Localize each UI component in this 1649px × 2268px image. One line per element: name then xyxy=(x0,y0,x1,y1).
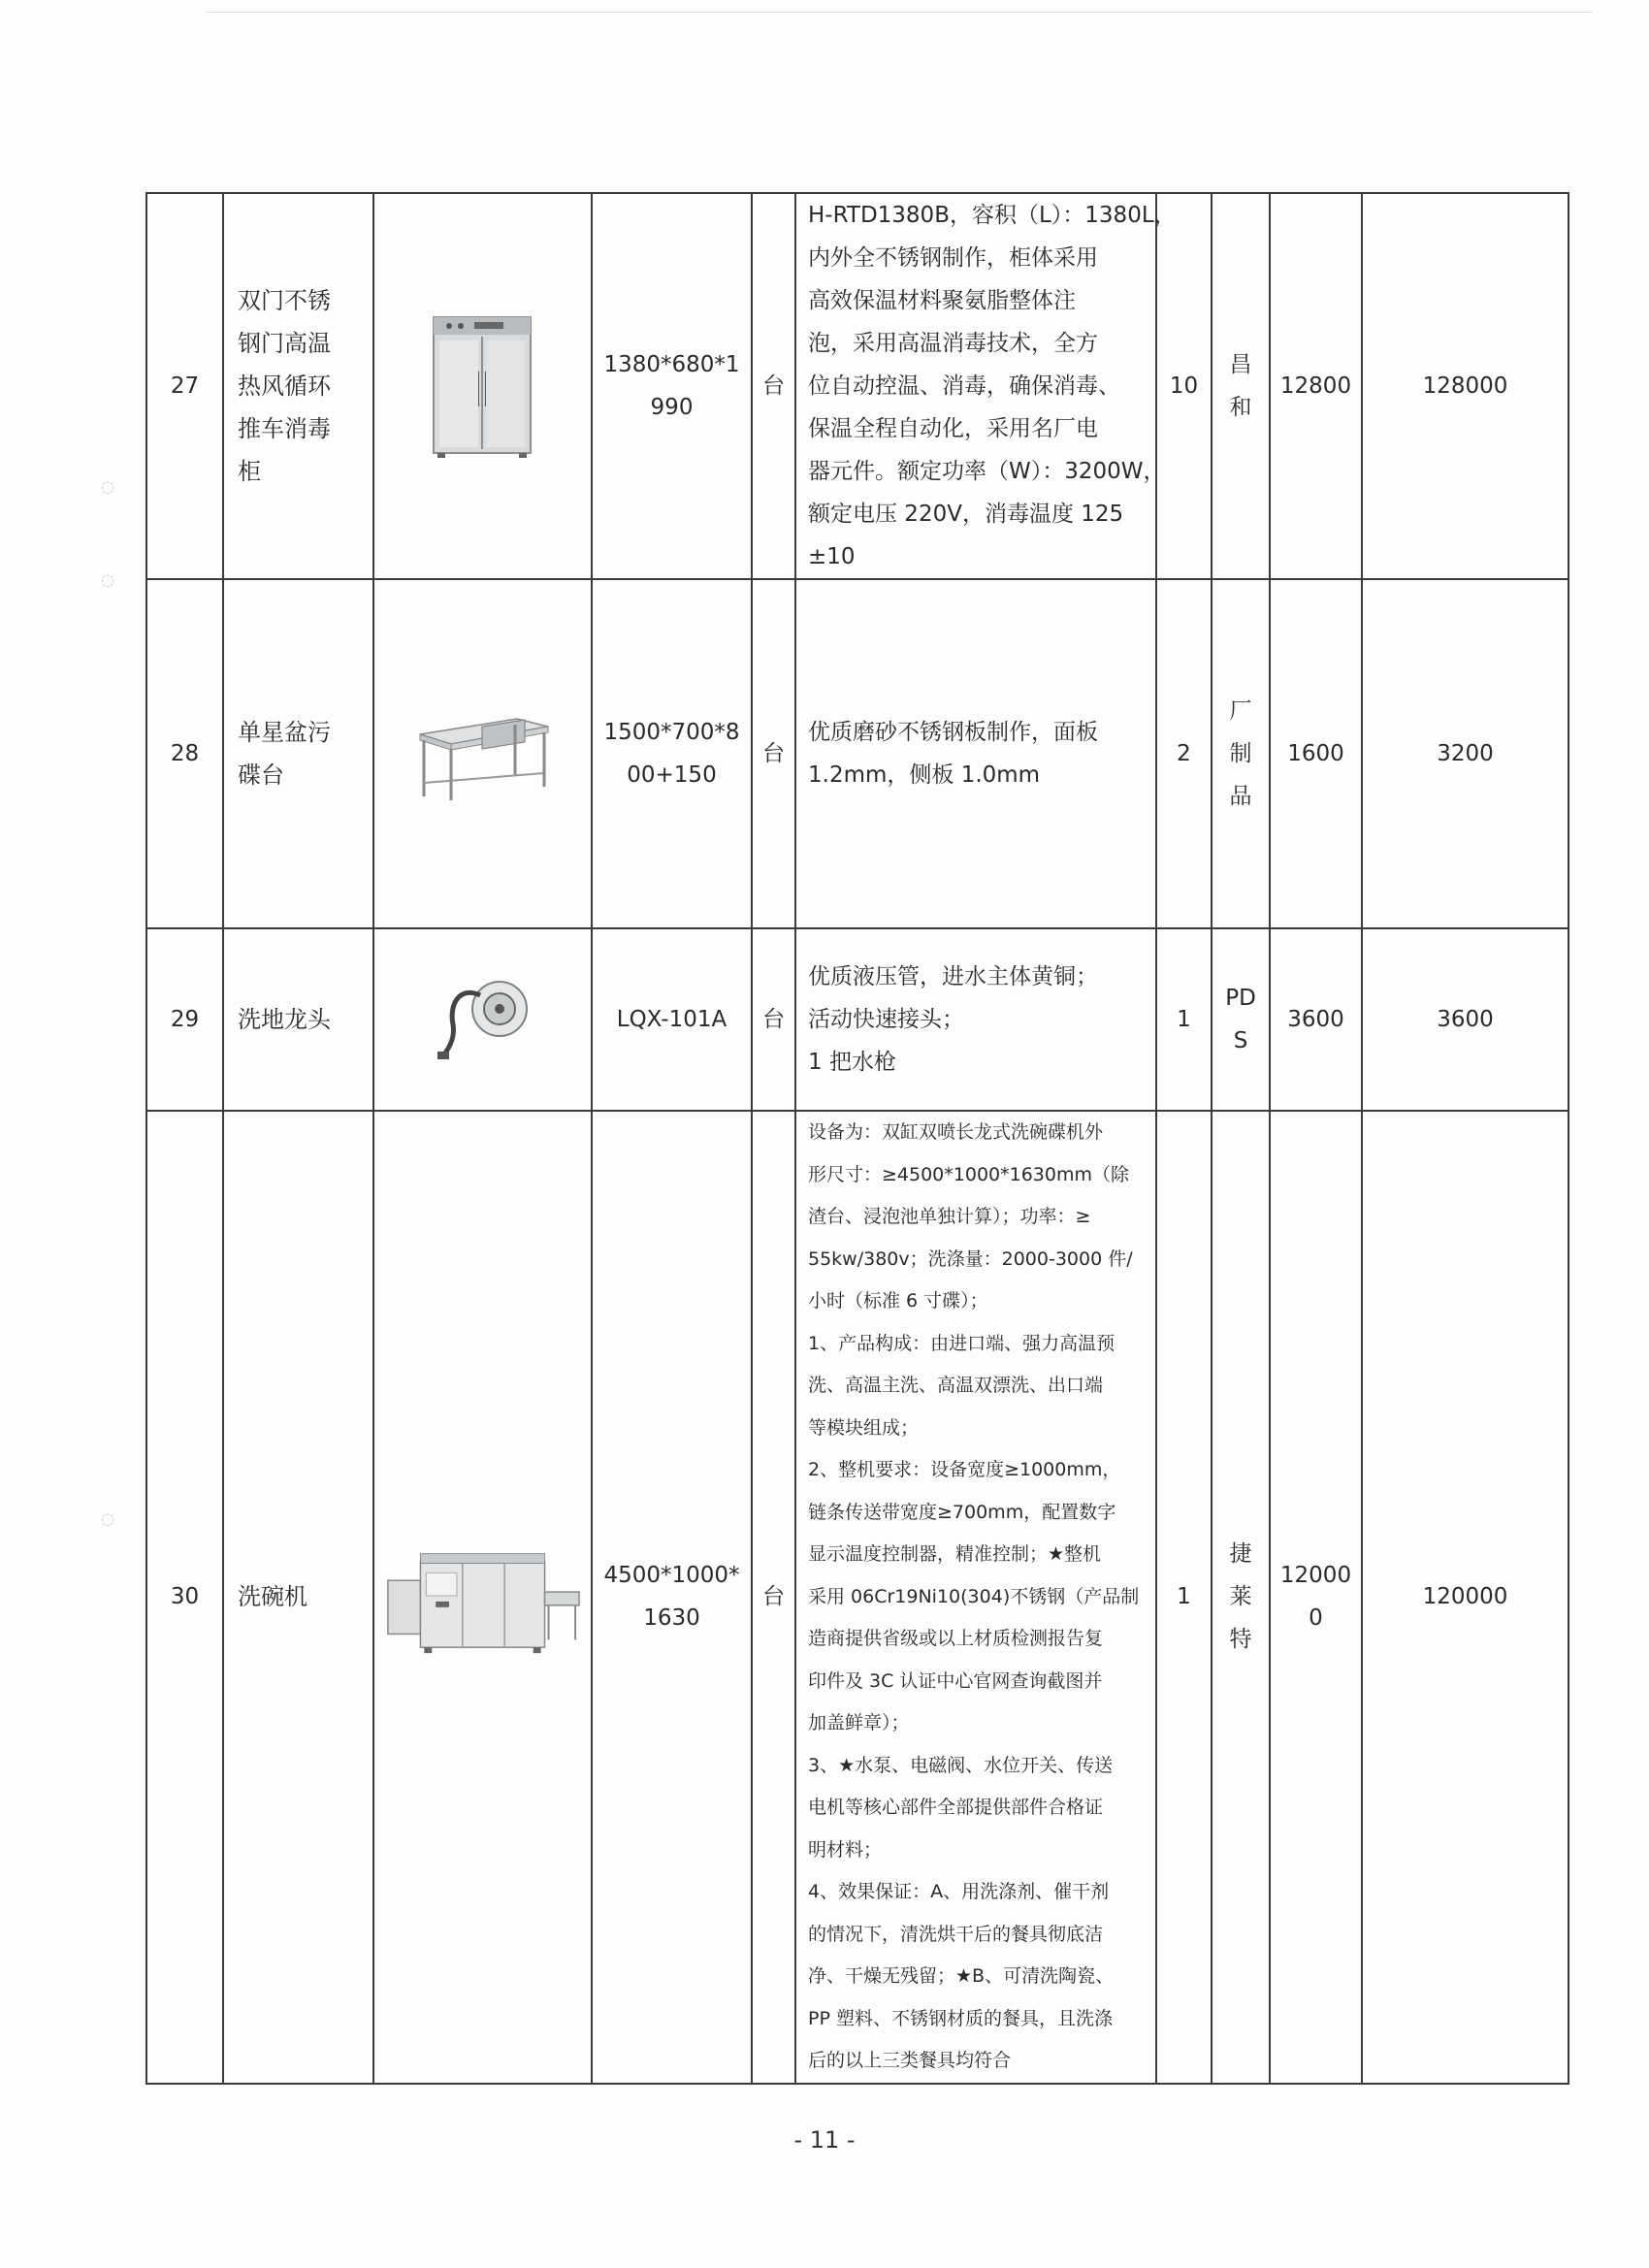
item-spec: 4500*1000* 1630 xyxy=(592,1111,752,2084)
item-description: H-RTD1380B，容积（L）：1380L， 内外全不锈钢制作，柜体采用 高效保温材料聚氨脂整体注 泡，采用高温消毒技术，全方 位自动控温、消毒，确保消毒、 保温全程自动化，采用名厂电 器元件。额定功率（W）：3200W， 额定电压 220V，消毒温度 125 ±10 xyxy=(795,193,1156,579)
row-number: 29 xyxy=(146,928,223,1111)
item-name: 单星盆污 碟台 xyxy=(223,579,373,928)
page-number: - 11 - xyxy=(793,2126,856,2154)
item-brand: 厂 制 品 xyxy=(1212,579,1270,928)
margin-mark: ◌ xyxy=(101,477,114,496)
sterilizer-cabinet-icon xyxy=(420,313,546,459)
item-spec: LQX-101A xyxy=(592,928,752,1111)
item-quantity: 10 xyxy=(1156,193,1212,579)
margin-mark: ◌ xyxy=(101,570,114,589)
table-row xyxy=(146,193,1568,579)
item-unit-price: 3600 xyxy=(1270,928,1362,1111)
table-row xyxy=(146,579,1568,928)
item-total: 120000 xyxy=(1362,1111,1568,2084)
item-brand: 捷 莱 特 xyxy=(1212,1111,1270,2084)
top-rule xyxy=(206,12,1593,13)
equipment-spec-table xyxy=(146,192,1569,2085)
item-quantity: 2 xyxy=(1156,579,1212,928)
table-row xyxy=(146,928,1568,1111)
item-image xyxy=(373,579,592,928)
item-brand: PD S xyxy=(1212,928,1270,1111)
row-number: 30 xyxy=(146,1111,223,2084)
item-unit-price: 1600 xyxy=(1270,579,1362,928)
item-description: 设备为：双缸双喷长龙式洗碗碟机外 形尺寸：≥4500*1000*1630mm（除 渣台、浸泡池单独计算）；功率：≥ 55kw/380v；洗涤量：2000-3000 件/ 小时（标准 6 寸碟）； 1、产品构成：由进口端、强力高温预 洗、高温主洗、高温双漂洗、出口端 等模块组成； 2、整机要求：设备宽度≥1000mm， 链条传送带宽度≥700mm，配置数字 显示温度控制器，精准控制；★整机 采用 06Cr19Ni10(304)不锈钢（产品制 造商提供省级或以上材质检测报告复 印件及 3C 认证中心官网查询截图并 加盖鲜章）； 3、★水泵、电磁阀、水位开关、传送 电机等核心部件全部提供部件合格证 明材料； 4、效果保证：A、用洗涤剂、催干剂 的情况下，清洗烘干后的餐具彻底洁 净、干燥无残留；★B、可清洗陶瓷、 PP 塑料、不锈钢材质的餐具，且洗涤 后的以上三类餐具均符合 xyxy=(795,1111,1156,2084)
item-spec: 1500*700*8 00+150 xyxy=(592,579,752,928)
row-number: 27 xyxy=(146,193,223,579)
item-name: 双门不锈 钢门高温 热风循环 推车消毒 柜 xyxy=(223,193,373,579)
item-unit: 台 xyxy=(752,928,795,1111)
hose-reel-icon xyxy=(430,976,536,1063)
margin-mark: ◌ xyxy=(101,1509,114,1528)
item-total: 3200 xyxy=(1362,579,1568,928)
item-total: 3600 xyxy=(1362,928,1568,1111)
item-image xyxy=(373,193,592,579)
item-spec: 1380*680*1 990 xyxy=(592,193,752,579)
item-quantity: 1 xyxy=(1156,1111,1212,2084)
item-quantity: 1 xyxy=(1156,928,1212,1111)
item-name: 洗碗机 xyxy=(223,1111,373,2084)
item-image xyxy=(373,1111,592,2084)
dishwasher-icon xyxy=(382,1534,583,1660)
item-description: 优质磨砂不锈钢板制作，面板 1.2mm，侧板 1.0mm xyxy=(795,579,1156,928)
item-unit: 台 xyxy=(752,1111,795,2084)
sink-table-icon xyxy=(410,705,556,802)
row-number: 28 xyxy=(146,579,223,928)
item-image xyxy=(373,928,592,1111)
item-description: 优质液压管，进水主体黄铜； 活动快速接头； 1 把水枪 xyxy=(795,928,1156,1111)
item-total: 128000 xyxy=(1362,193,1568,579)
item-unit: 台 xyxy=(752,579,795,928)
item-brand: 昌 和 xyxy=(1212,193,1270,579)
item-unit: 台 xyxy=(752,193,795,579)
item-unit-price: 12800 xyxy=(1270,193,1362,579)
item-unit-price: 12000 0 xyxy=(1270,1111,1362,2084)
table-row xyxy=(146,1111,1568,2084)
item-name: 洗地龙头 xyxy=(223,928,373,1111)
